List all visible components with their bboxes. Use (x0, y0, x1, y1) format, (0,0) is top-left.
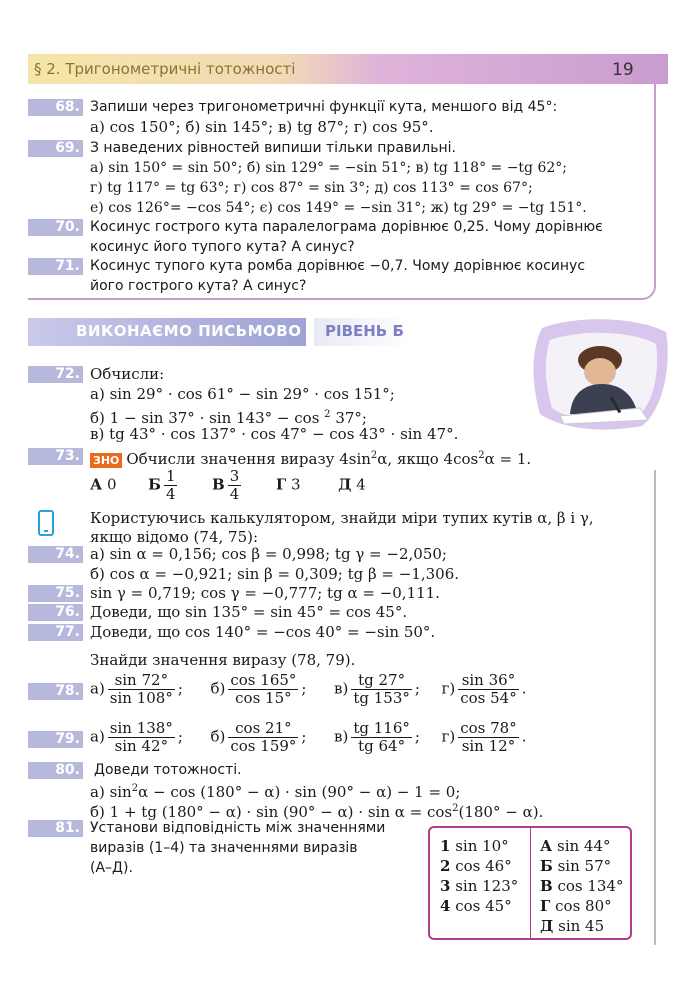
table-divider (530, 828, 531, 938)
list-item: 3 sin 123° (440, 877, 519, 895)
problem-number: 76. (28, 604, 83, 621)
level-label: РІВЕНЬ Б (325, 322, 404, 340)
problem-text: Запиши через тригонометричні функції кута, меншого від 45°: (90, 99, 558, 115)
problem-text: е) cos 126°= −cos 54°; є) cos 149° = −sin 31°; ж) tg 29° = −tg 151°. (90, 200, 587, 216)
problem-text: г) tg 117° = tg 63°; г) cos 87° = sin 3°; д) cos 113° = cos 67°; (90, 180, 533, 196)
answer-options: А 0 Б $\frac{1}{4}$ В $\frac{3}{4}$ Г 3 Д 4 (90, 467, 366, 503)
problem-text: його гострого кута? А синус? (90, 278, 307, 294)
student-photo-illustration (530, 318, 670, 430)
calculator-phone-icon (38, 510, 54, 536)
matching-table (428, 826, 632, 940)
problem-text: Доведи, що sin 135° = sin 45° = cos 45°. (90, 603, 408, 621)
problem-text: З наведених рівностей випиши тільки правильні. (90, 140, 456, 156)
problem-number: 71. (28, 258, 83, 275)
problem-number: 73. (28, 448, 83, 465)
problem-text: б) 1 − sin 37° · sin 143° − cos $^2$ 37°; (90, 409, 367, 427)
left-column (440, 836, 518, 916)
right-column (540, 836, 624, 936)
list-item: 2 cos 46° (440, 857, 512, 875)
problem-text: виразів (1–4) та значеннями виразів (90, 840, 358, 856)
problem-text: Знайди значення виразу (78, 79). (90, 651, 356, 669)
problem-number: 72. (28, 366, 83, 383)
fraction-row: а) $\frac{\sin 72^\circ}{\sin 108^\circ}$ ; б) $\frac{\cos 165^\circ}{\cos 15^\circ}$ ; в) $\frac{tg 27^\circ}{tg 153^\circ}$ ; г) $\frac{\sin 36^\circ}{\cos 54^\circ}$ . (90, 671, 527, 707)
problem-text: Косинус тупого кута ромба дорівнює −0,7. Чому дорівнює косинус (90, 258, 586, 274)
problem-text: Користуючись калькулятором, знайди міри тупих кутів α, β і γ, (90, 509, 594, 527)
zno-badge: ЗНО (90, 453, 122, 468)
problem-text: а) sin α = 0,156; cos β = 0,998; tg γ = −2,050; (90, 545, 447, 563)
problem-text: Доведи, що cos 140° = −cos 40° = −sin 50°. (90, 623, 436, 641)
list-item: А sin 44° (540, 837, 611, 855)
list-item: 4 cos 45° (440, 897, 512, 915)
problem-number: 77. (28, 624, 83, 641)
problem-text: б) cos α = −0,921; sin β = 0,309; tg β = −1,306. (90, 565, 460, 583)
problem-number: 68. (28, 99, 83, 116)
problem-number: 70. (28, 219, 83, 236)
problem-number: 74. (28, 546, 83, 563)
page-number: 19 (612, 60, 634, 80)
problem-number: 81. (28, 820, 83, 837)
problem-text: а) sin 150° = sin 50°; б) sin 129° = −sin 51°; в) tg 118° = −tg 62°; (90, 160, 567, 176)
header-title: § 2. Тригонометричні тотожності (34, 60, 296, 78)
problem-number: 69. (28, 140, 83, 157)
list-item: Г cos 80° (540, 897, 612, 915)
problem-text: Установи відповідність між значеннями (90, 820, 386, 836)
problem-text: а) $\sin^2\alpha - \cos (180^\circ - \alpha) \cdot \sin (90^\circ - \alpha) - 1 = 0$; (90, 783, 461, 801)
problem-text: Косинус гострого кута паралелограма дорівнює 0,25. Чому дорівнює (90, 219, 603, 235)
problem-number: 79. (28, 731, 83, 748)
problem-text: а) cos 150°; б) sin 145°; в) tg 87°; г) cos 95°. (90, 118, 434, 136)
problem-text: Обчисли: (90, 365, 165, 383)
problem-text: (А–Д). (90, 860, 133, 876)
problem-text: косинус його тупого кута? А синус? (90, 239, 355, 255)
list-item: Б sin 57° (540, 857, 612, 875)
problem-number: 75. (28, 585, 83, 602)
problem-number: 78. (28, 683, 83, 700)
fraction-row: а) $\frac{\sin 138^\circ}{\sin 42^\circ}$ ; б) $\frac{\cos 21^\circ}{\cos 159^\circ}$ ; в) $\frac{tg 116^\circ}{tg 64^\circ}$ ; г) $\frac{\cos 78^\circ}{\sin 12^\circ}$ . (90, 719, 527, 755)
problem-text: а) sin 29° · cos 61° − sin 29° · cos 151°; (90, 385, 395, 403)
right-rule (654, 470, 656, 945)
problem-text: в) tg 43° · cos 137° · cos 47° − cos 43° · sin 47°. (90, 425, 459, 443)
section-title: ВИКОНАЄМО ПИСЬМОВО (76, 322, 302, 340)
problem-text: Доведи тотожності. (94, 762, 242, 778)
problem-text: ЗНО Обчисли значення виразу $4\sin^2\alpha$, якщо $4\cos^2\alpha = 1$. (90, 446, 531, 469)
list-item: В cos 134° (540, 877, 624, 895)
problem-number: 80. (28, 762, 83, 779)
list-item: Д sin 45 (540, 917, 605, 935)
list-item: 1 sin 10° (440, 837, 509, 855)
problem-text: sin γ = 0,719; cos γ = −0,777; tg α = −0,111. (90, 584, 440, 602)
problem-text: б) 1 + tg $(180^\circ - \alpha) \cdot \sin (90^\circ - \alpha) \cdot \sin \alpha = \cos^2(180^\circ - \alpha)$. (90, 803, 544, 821)
problem-text: якщо відомо (74, 75): (90, 528, 259, 546)
